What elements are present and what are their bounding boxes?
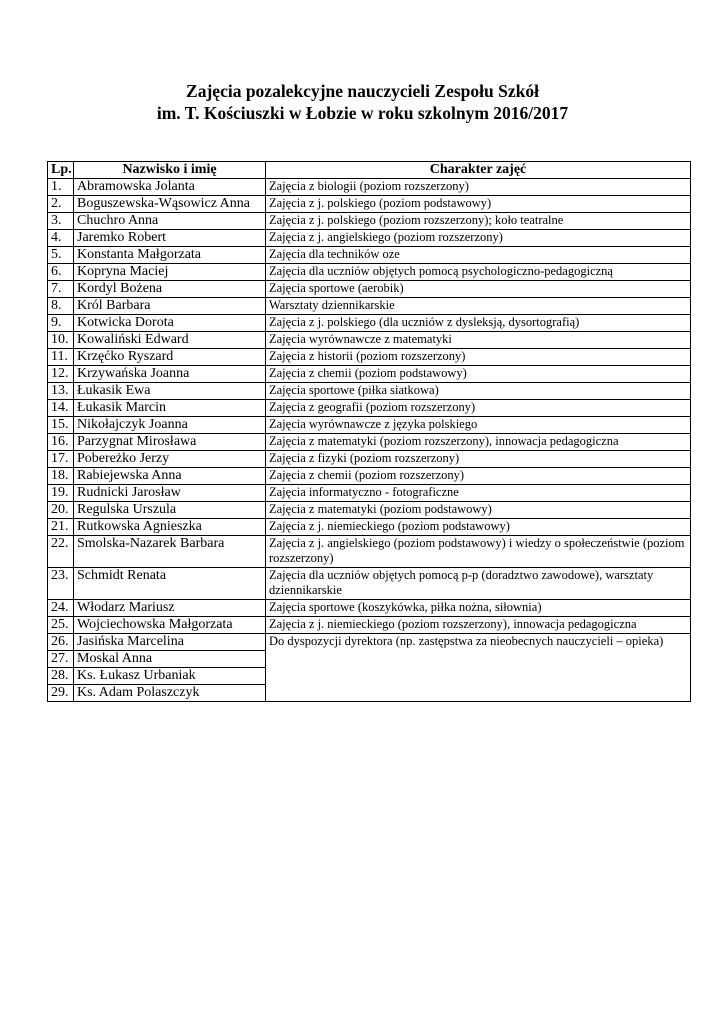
activity-description: Zajęcia z matematyki (poziom podstawowy) xyxy=(266,502,691,519)
activity-description: Zajęcia z geografii (poziom rozszerzony) xyxy=(266,400,691,417)
row-number: 11. xyxy=(48,349,74,366)
document-title xyxy=(0,80,725,124)
teacher-name: Kopryna Maciej xyxy=(74,264,266,281)
title-line-2: im. T. Kościuszki w Łobzie w roku szkolnym 2016/2017 xyxy=(156,103,569,123)
activity-description: Zajęcia z j. niemieckiego (poziom rozszerzony), innowacja pedagogiczna xyxy=(266,617,691,634)
table-row xyxy=(48,298,691,315)
activity-description: Zajęcia dla techników oze xyxy=(266,247,691,264)
activity-description: Zajęcia z j. polskiego (dla uczniów z dysleksją, dysortografią) xyxy=(266,315,691,332)
row-number: 14. xyxy=(48,400,74,417)
row-number: 3. xyxy=(48,213,74,230)
row-number: 13. xyxy=(48,383,74,400)
activity-description: Zajęcia sportowe (piłka siatkowa) xyxy=(266,383,691,400)
teachers-activities-table xyxy=(47,161,691,702)
teacher-name: Chuchro Anna xyxy=(74,213,266,230)
activity-description: Zajęcia wyrównawcze z matematyki xyxy=(266,332,691,349)
activity-description: Zajęcia z historii (poziom rozszerzony) xyxy=(266,349,691,366)
teacher-name: Ks. Łukasz Urbaniak xyxy=(74,668,266,685)
teacher-name: Abramowska Jolanta xyxy=(74,179,266,196)
row-number: 9. xyxy=(48,315,74,332)
table-row xyxy=(48,264,691,281)
teacher-name: Krzywańska Joanna xyxy=(74,366,266,383)
table-row xyxy=(48,213,691,230)
table-row xyxy=(48,349,691,366)
teacher-name: Nikołajczyk Joanna xyxy=(74,417,266,434)
table-header-row xyxy=(48,162,691,179)
table-row xyxy=(48,568,691,600)
teacher-name: Łukasik Marcin xyxy=(74,400,266,417)
teacher-name: Ks. Adam Polaszczyk xyxy=(74,685,266,702)
teacher-name: Parzygnat Mirosława xyxy=(74,434,266,451)
table-row xyxy=(48,383,691,400)
title-line-1: Zajęcia pozalekcyjne nauczycieli Zespołu Szkół xyxy=(186,81,539,101)
table-row xyxy=(48,519,691,536)
row-number: 6. xyxy=(48,264,74,281)
table-row xyxy=(48,247,691,264)
table-body xyxy=(48,179,691,702)
table-row xyxy=(48,281,691,298)
table-row xyxy=(48,230,691,247)
table-row xyxy=(48,196,691,213)
activity-description: Zajęcia dla uczniów objętych pomocą p-p (doradztwo zawodowe), warsztaty dziennikarskie xyxy=(266,568,691,600)
row-number: 10. xyxy=(48,332,74,349)
row-number: 16. xyxy=(48,434,74,451)
row-number: 25. xyxy=(48,617,74,634)
row-number: 23. xyxy=(48,568,74,600)
activity-description: Warsztaty dziennikarskie xyxy=(266,298,691,315)
activity-description: Zajęcia z biologii (poziom rozszerzony) xyxy=(266,179,691,196)
header-character: Charakter zajęć xyxy=(266,162,691,179)
table-row xyxy=(48,634,691,651)
teacher-name: Król Barbara xyxy=(74,298,266,315)
table-row xyxy=(48,366,691,383)
activity-description: Zajęcia z matematyki (poziom rozszerzony), innowacja pedagogiczna xyxy=(266,434,691,451)
teacher-name: Jaremko Robert xyxy=(74,230,266,247)
row-number: 12. xyxy=(48,366,74,383)
row-number: 26. xyxy=(48,634,74,651)
table-row xyxy=(48,468,691,485)
teacher-name: Regulska Urszula xyxy=(74,502,266,519)
table-row xyxy=(48,502,691,519)
teacher-name: Jasińska Marcelina xyxy=(74,634,266,651)
row-number: 2. xyxy=(48,196,74,213)
activity-description: Zajęcia z j. niemieckiego (poziom podstawowy) xyxy=(266,519,691,536)
activity-description: Zajęcia z chemii (poziom podstawowy) xyxy=(266,366,691,383)
activity-description: Zajęcia z j. angielskiego (poziom podstawowy) i wiedzy o społeczeństwie (poziom rozszerzony) xyxy=(266,536,691,568)
teacher-name: Kordyl Bożena xyxy=(74,281,266,298)
row-number: 8. xyxy=(48,298,74,315)
table-row xyxy=(48,617,691,634)
row-number: 20. xyxy=(48,502,74,519)
table-row xyxy=(48,400,691,417)
activity-description: Zajęcia dla uczniów objętych pomocą psychologiczno-pedagogiczną xyxy=(266,264,691,281)
teacher-name: Rutkowska Agnieszka xyxy=(74,519,266,536)
teacher-name: Kowaliński Edward xyxy=(74,332,266,349)
row-number: 4. xyxy=(48,230,74,247)
row-number: 28. xyxy=(48,668,74,685)
row-number: 24. xyxy=(48,600,74,617)
row-number: 1. xyxy=(48,179,74,196)
row-number: 22. xyxy=(48,536,74,568)
row-number: 19. xyxy=(48,485,74,502)
row-number: 5. xyxy=(48,247,74,264)
row-number: 18. xyxy=(48,468,74,485)
activity-description: Zajęcia z chemii (poziom rozszerzony) xyxy=(266,468,691,485)
director-disposal-note: Do dyspozycji dyrektora (np. zastępstwa za nieobecnych nauczycieli – opieka) xyxy=(266,634,691,702)
teacher-name: Włodarz Mariusz xyxy=(74,600,266,617)
row-number: 29. xyxy=(48,685,74,702)
teacher-name: Moskal Anna xyxy=(74,651,266,668)
teacher-name: Schmidt Renata xyxy=(74,568,266,600)
table-row xyxy=(48,417,691,434)
row-number: 15. xyxy=(48,417,74,434)
row-number: 17. xyxy=(48,451,74,468)
row-number: 7. xyxy=(48,281,74,298)
table-row xyxy=(48,315,691,332)
activity-description: Zajęcia z fizyki (poziom rozszerzony) xyxy=(266,451,691,468)
table-row xyxy=(48,536,691,568)
teacher-name: Kotwicka Dorota xyxy=(74,315,266,332)
teacher-name: Rudnicki Jarosław xyxy=(74,485,266,502)
table-row xyxy=(48,600,691,617)
header-lp: Lp. xyxy=(48,162,74,179)
activity-description: Zajęcia sportowe (aerobik) xyxy=(266,281,691,298)
header-name: Nazwisko i imię xyxy=(74,162,266,179)
activity-description: Zajęcia informatyczno - fotograficzne xyxy=(266,485,691,502)
table-row xyxy=(48,332,691,349)
teacher-name: Łukasik Ewa xyxy=(74,383,266,400)
teacher-name: Smolska-Nazarek Barbara xyxy=(74,536,266,568)
activity-description: Zajęcia z j. polskiego (poziom rozszerzony); koło teatralne xyxy=(266,213,691,230)
row-number: 21. xyxy=(48,519,74,536)
row-number: 27. xyxy=(48,651,74,668)
activity-description: Zajęcia z j. angielskiego (poziom rozszerzony) xyxy=(266,230,691,247)
teacher-name: Rabiejewska Anna xyxy=(74,468,266,485)
teacher-name: Pobereżko Jerzy xyxy=(74,451,266,468)
table-row xyxy=(48,179,691,196)
teacher-name: Boguszewska-Wąsowicz Anna xyxy=(74,196,266,213)
table-row xyxy=(48,485,691,502)
teacher-name: Konstanta Małgorzata xyxy=(74,247,266,264)
activity-description: Zajęcia z j. polskiego (poziom podstawowy) xyxy=(266,196,691,213)
activity-description: Zajęcia sportowe (koszykówka, piłka nożna, siłownia) xyxy=(266,600,691,617)
activity-description: Zajęcia wyrównawcze z języka polskiego xyxy=(266,417,691,434)
teacher-name: Krzęćko Ryszard xyxy=(74,349,266,366)
teacher-name: Wojciechowska Małgorzata xyxy=(74,617,266,634)
table-row xyxy=(48,434,691,451)
table-row xyxy=(48,451,691,468)
